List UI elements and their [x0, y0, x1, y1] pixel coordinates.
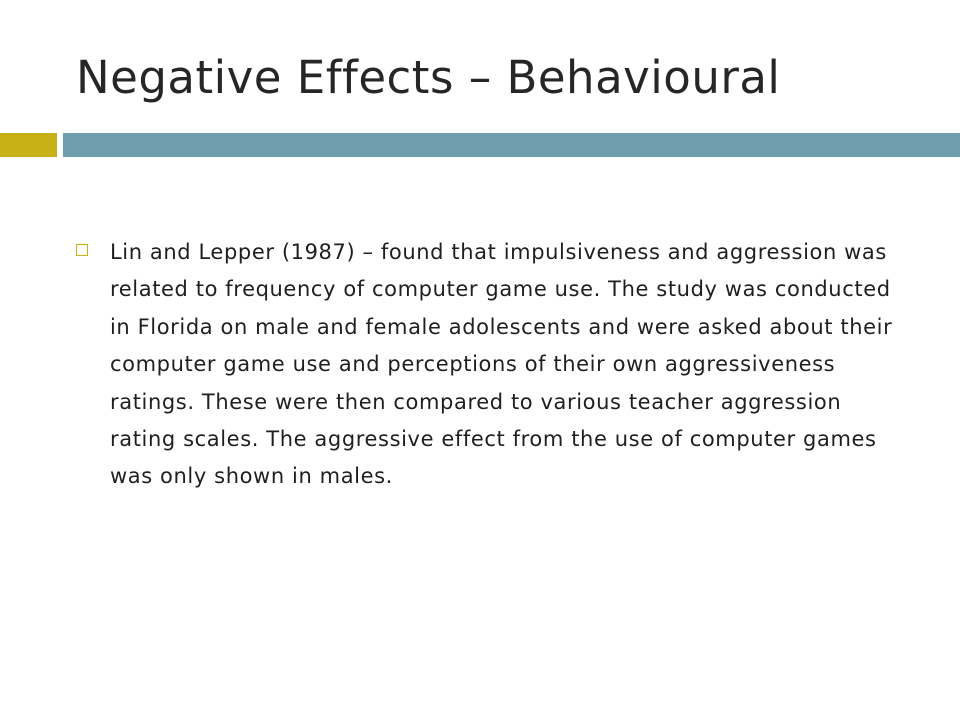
slide-content	[76, 234, 906, 496]
accent-bar-gold	[0, 133, 57, 157]
bullet-item	[76, 234, 906, 496]
hollow-square-bullet-icon	[76, 244, 88, 256]
bullet-text: Lin and Lepper (1987) – found that impulsiveness and aggression was related to frequency of computer game use. The study was conducted in Florida on male and female adolescents and were asked about their computer game use and perceptions of their own aggressiveness ratings. These were then compared to various teacher aggression rating scales. The aggressive effect from the use of computer games was only shown in males.	[110, 240, 893, 489]
accent-bar-teal	[63, 133, 960, 157]
slide-title: Negative Effects – Behavioural	[76, 51, 781, 104]
